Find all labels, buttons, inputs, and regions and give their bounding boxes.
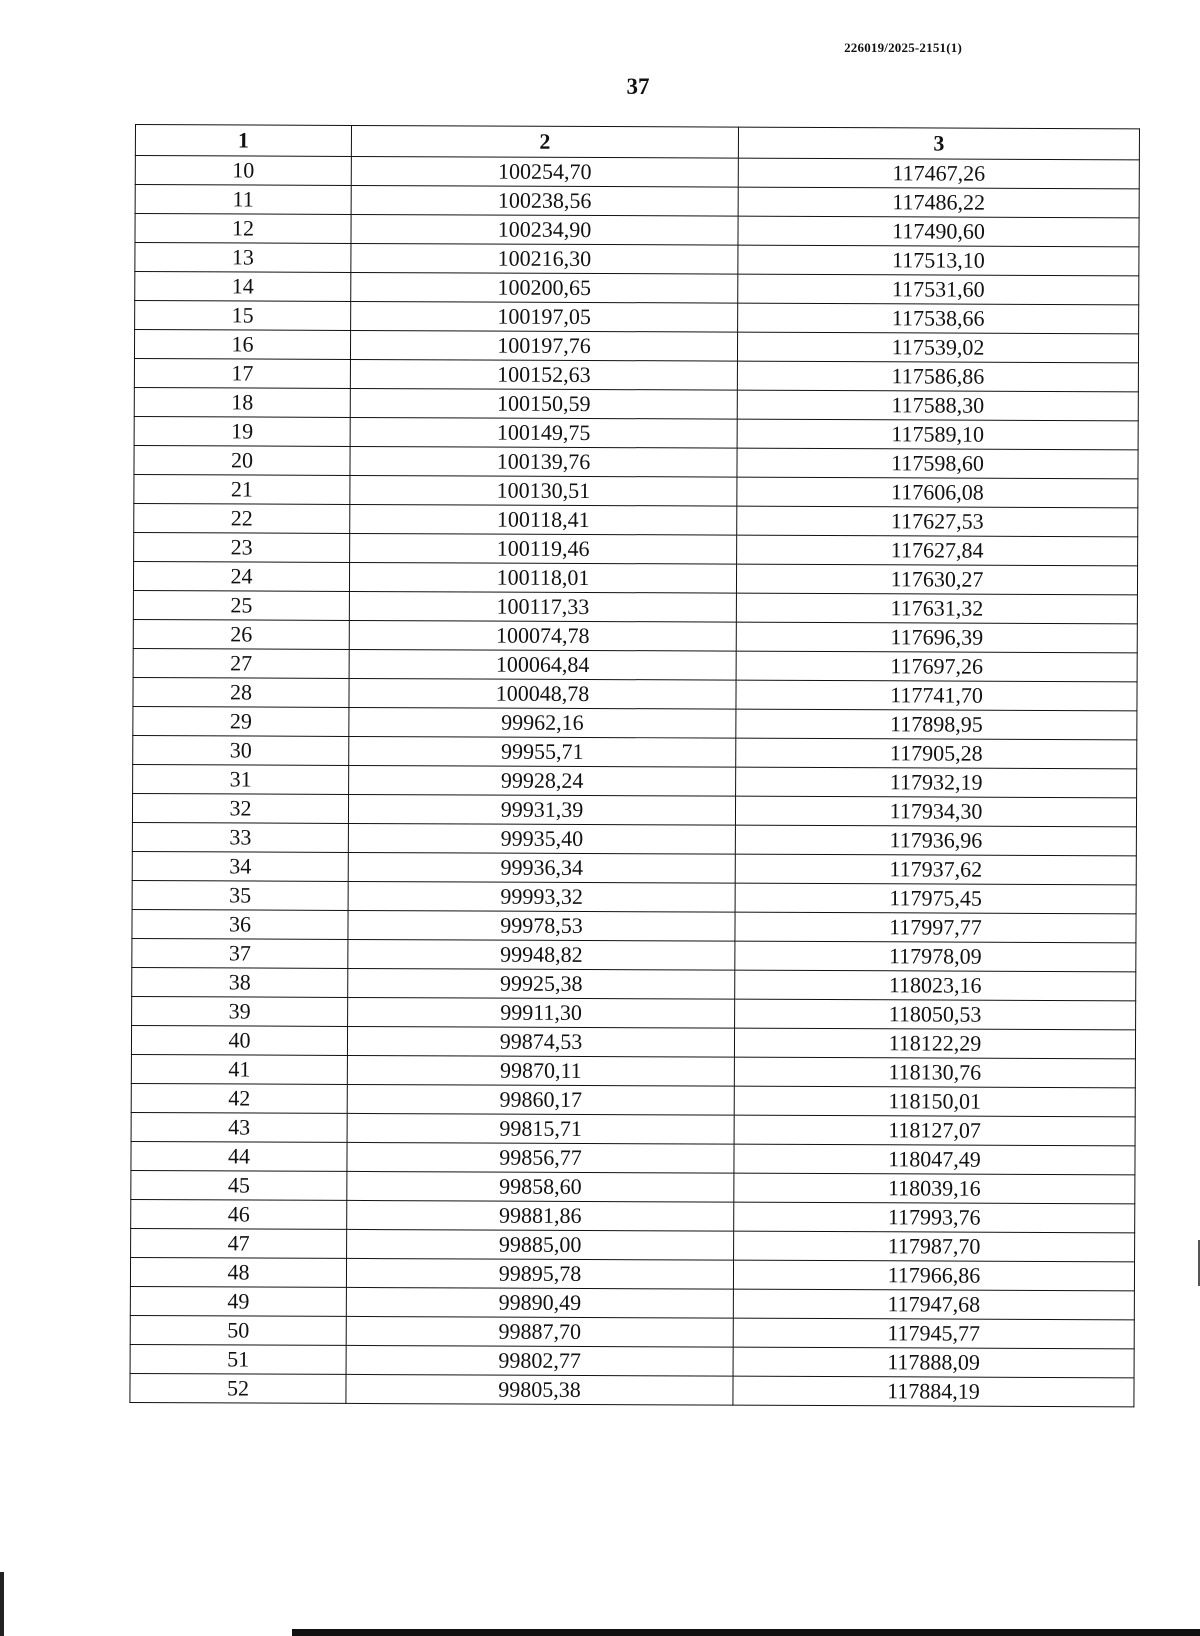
coordinates-table: [129, 124, 1140, 1407]
table-cell-col-3: 117588,30: [737, 390, 1138, 421]
table-cell-col-3: 117606,08: [737, 477, 1138, 508]
table-cell-col-1: 41: [131, 1054, 347, 1084]
table-cell-col-2: 100254,70: [351, 156, 738, 187]
table-row: [131, 1199, 1135, 1232]
table-cell-col-2: 99895,78: [346, 1258, 733, 1289]
table-row: [134, 330, 1138, 363]
table-cell-col-2: 100197,76: [350, 330, 737, 361]
table-cell-col-3: 117589,10: [737, 419, 1138, 450]
table-cell-col-3: 117531,60: [738, 274, 1139, 305]
table-cell-col-3: 117997,77: [735, 912, 1136, 943]
table-cell-col-1: 18: [134, 387, 350, 417]
table-cell-col-1: 28: [133, 677, 349, 707]
table-row: [131, 1083, 1135, 1116]
table-header-row: [135, 125, 1139, 160]
table-cell-col-2: 100234,90: [351, 214, 738, 245]
table-cell-col-3: 117945,77: [733, 1318, 1134, 1349]
table-cell-col-3: 117539,02: [737, 332, 1138, 363]
document-reference-number: 226019/2025-2151(1): [844, 40, 962, 55]
column-header-3: 3: [738, 127, 1139, 160]
table-cell-col-1: 51: [130, 1344, 346, 1374]
table-row: [131, 1112, 1135, 1145]
table-cell-col-2: 100064,84: [349, 649, 736, 680]
table-row: [130, 1286, 1134, 1319]
table-row: [131, 1141, 1135, 1174]
table-cell-col-3: 117631,32: [736, 593, 1137, 624]
table-cell-col-2: 99870,11: [347, 1055, 734, 1086]
table-cell-col-3: 117947,68: [733, 1289, 1134, 1320]
table-row: [135, 185, 1139, 218]
scan-bottom-bar: [292, 1629, 1200, 1636]
table-cell-col-2: 100200,65: [351, 272, 738, 303]
table-cell-col-2: 99955,71: [349, 736, 736, 767]
table-cell-col-2: 100074,78: [349, 620, 736, 651]
table-cell-col-2: 100216,30: [351, 243, 738, 274]
table-cell-col-1: 39: [132, 996, 348, 1026]
table-row: [131, 1025, 1135, 1058]
table-row: [134, 445, 1138, 478]
table-cell-col-2: 99936,34: [348, 852, 735, 883]
table-cell-col-1: 33: [132, 822, 348, 852]
table-row: [135, 301, 1139, 334]
table-cell-col-3: 118023,16: [735, 970, 1136, 1001]
table-row: [130, 1315, 1134, 1348]
table-cell-col-3: 117936,96: [735, 825, 1136, 856]
table-cell-col-1: 15: [135, 301, 351, 331]
table-cell-col-1: 10: [135, 156, 351, 186]
table-cell-col-2: 99962,16: [349, 707, 736, 738]
table-row: [134, 358, 1138, 391]
table-row: [132, 938, 1136, 971]
table-cell-col-1: 30: [133, 735, 349, 765]
table-cell-col-1: 22: [134, 503, 350, 533]
table-row: [131, 1228, 1135, 1261]
table-cell-col-3: 117697,26: [736, 651, 1137, 682]
table-row: [133, 706, 1137, 739]
table-cell-col-1: 35: [132, 880, 348, 910]
table-cell-col-1: 40: [131, 1025, 347, 1055]
table-cell-col-3: 118150,01: [734, 1086, 1135, 1117]
table-cell-col-3: 118122,29: [734, 1028, 1135, 1059]
table-cell-col-3: 117934,30: [735, 796, 1136, 827]
table-row: [132, 909, 1136, 942]
table-row: [135, 243, 1139, 276]
table-row: [135, 272, 1139, 305]
table-cell-col-1: 44: [131, 1141, 347, 1171]
table-cell-col-2: 100118,41: [350, 504, 737, 535]
table-cell-col-3: 117888,09: [733, 1347, 1134, 1378]
table-cell-col-2: 99911,30: [348, 997, 735, 1028]
table-cell-col-3: 117513,10: [738, 245, 1139, 276]
table-cell-col-2: 99858,60: [347, 1171, 734, 1202]
table-row: [133, 735, 1137, 768]
table-cell-col-3: 117937,62: [735, 854, 1136, 885]
table-cell-col-1: 26: [133, 619, 349, 649]
table-cell-col-2: 99881,86: [347, 1200, 734, 1231]
table-row: [130, 1373, 1134, 1406]
table-cell-col-2: 100152,63: [350, 359, 737, 390]
table-row: [134, 532, 1138, 565]
table-cell-col-2: 100130,51: [350, 475, 737, 506]
table-row: [132, 793, 1136, 826]
table-cell-col-1: 17: [134, 358, 350, 388]
table-cell-col-3: 117486,22: [738, 187, 1139, 218]
table-cell-col-2: 100117,33: [349, 591, 736, 622]
table-cell-col-3: 117538,66: [738, 303, 1139, 334]
table-cell-col-1: 14: [135, 272, 351, 302]
table-cell-col-3: 117975,45: [735, 883, 1136, 914]
table-cell-col-1: 37: [132, 938, 348, 968]
table-cell-col-1: 31: [133, 764, 349, 794]
table-cell-col-2: 99978,53: [348, 910, 735, 941]
table-cell-col-1: 23: [134, 532, 350, 562]
table-cell-col-1: 25: [133, 590, 349, 620]
table-cell-col-2: 99802,77: [346, 1345, 733, 1376]
table-row: [134, 503, 1138, 536]
column-header-2: 2: [351, 125, 738, 158]
table-row: [133, 764, 1137, 797]
table-cell-col-3: 117741,70: [736, 680, 1137, 711]
table-cell-col-1: 47: [131, 1228, 347, 1258]
table-cell-col-3: 118039,16: [734, 1173, 1135, 1204]
table-cell-col-1: 42: [131, 1083, 347, 1113]
table-cell-col-2: 99856,77: [347, 1142, 734, 1173]
table-cell-col-1: 32: [132, 793, 348, 823]
table-cell-col-1: 52: [130, 1373, 346, 1403]
table-row: [135, 214, 1139, 247]
table-cell-col-3: 118127,07: [734, 1115, 1135, 1146]
table-cell-col-3: 117978,09: [735, 941, 1136, 972]
table-cell-col-3: 117884,19: [733, 1376, 1134, 1407]
table-cell-col-2: 100238,56: [351, 185, 738, 216]
table-cell-col-2: 100048,78: [349, 678, 736, 709]
table-cell-col-1: 11: [135, 185, 351, 215]
table-cell-col-1: 16: [134, 330, 350, 360]
table-cell-col-1: 20: [134, 445, 350, 475]
table-row: [130, 1344, 1134, 1377]
table-cell-col-1: 43: [131, 1112, 347, 1142]
table-cell-col-1: 48: [130, 1257, 346, 1287]
table-row: [130, 1257, 1134, 1290]
table-cell-col-1: 12: [135, 214, 351, 244]
table-cell-col-3: 117993,76: [734, 1202, 1135, 1233]
table-row: [133, 590, 1137, 623]
table-cell-col-3: 117905,28: [736, 738, 1137, 769]
table-cell-col-2: 99948,82: [348, 939, 735, 970]
table-cell-col-2: 100118,01: [349, 562, 736, 593]
table-body: [130, 156, 1139, 1407]
table-row: [134, 416, 1138, 449]
table-cell-col-3: 117627,84: [737, 535, 1138, 566]
table-cell-col-2: 100119,46: [350, 533, 737, 564]
table-cell-col-2: 100139,76: [350, 446, 737, 477]
table-cell-col-2: 100150,59: [350, 388, 737, 419]
page-number: 37: [626, 74, 650, 99]
table-cell-col-3: 118050,53: [735, 999, 1136, 1030]
table-row: [132, 967, 1136, 1000]
table-row: [133, 561, 1137, 594]
table-row: [135, 156, 1139, 189]
table-row: [133, 619, 1137, 652]
table-row: [132, 880, 1136, 913]
table-row: [132, 996, 1136, 1029]
table-cell-col-3: 117966,86: [733, 1260, 1134, 1291]
table-cell-col-1: 49: [130, 1286, 346, 1316]
table-cell-col-1: 34: [132, 851, 348, 881]
table-row: [132, 822, 1136, 855]
table-row: [131, 1170, 1135, 1203]
table-cell-col-2: 99931,39: [348, 794, 735, 825]
table-cell-col-1: 24: [133, 561, 349, 591]
table-cell-col-2: 99887,70: [346, 1316, 733, 1347]
table-cell-col-1: 29: [133, 706, 349, 736]
table-cell-col-3: 117467,26: [738, 158, 1139, 189]
table-row: [133, 648, 1137, 681]
table-cell-col-1: 19: [134, 416, 350, 446]
table-row: [133, 677, 1137, 710]
table-cell-col-2: 99925,38: [348, 968, 735, 999]
table-cell-col-3: 117490,60: [738, 216, 1139, 247]
table-cell-col-3: 117696,39: [736, 622, 1137, 653]
table-cell-col-2: 99885,00: [347, 1229, 734, 1260]
table-cell-col-3: 118047,49: [734, 1144, 1135, 1175]
table-cell-col-1: 45: [131, 1170, 347, 1200]
table-cell-col-3: 117630,27: [736, 564, 1137, 595]
table-cell-col-2: 99815,71: [347, 1113, 734, 1144]
table-cell-col-2: 99874,53: [347, 1026, 734, 1057]
table-cell-col-2: 99935,40: [348, 823, 735, 854]
table-cell-col-3: 117932,19: [736, 767, 1137, 798]
table-row: [134, 474, 1138, 507]
table-cell-col-1: 46: [131, 1199, 347, 1229]
table-cell-col-1: 13: [135, 243, 351, 273]
table-cell-col-2: 99860,17: [347, 1084, 734, 1115]
table-row: [131, 1054, 1135, 1087]
table-cell-col-2: 99928,24: [349, 765, 736, 796]
table-cell-col-1: 27: [133, 648, 349, 678]
table-cell-col-1: 36: [132, 909, 348, 939]
table-cell-col-2: 99993,32: [348, 881, 735, 912]
table-cell-col-2: 100197,05: [351, 301, 738, 332]
column-header-1: 1: [135, 125, 351, 157]
table-cell-col-3: 117898,95: [736, 709, 1137, 740]
table-cell-col-2: 100149,75: [350, 417, 737, 448]
table-cell-col-1: 21: [134, 474, 350, 504]
table-cell-col-3: 118130,76: [734, 1057, 1135, 1088]
table-cell-col-3: 117987,70: [734, 1231, 1135, 1262]
table-cell-col-3: 117627,53: [737, 506, 1138, 537]
table-cell-col-3: 117598,60: [737, 448, 1138, 479]
table-row: [134, 387, 1138, 420]
table-cell-col-2: 99805,38: [346, 1374, 733, 1405]
table-cell-col-1: 50: [130, 1315, 346, 1345]
table-cell-col-2: 99890,49: [346, 1287, 733, 1318]
table-cell-col-1: 38: [132, 967, 348, 997]
table-cell-col-3: 117586,86: [737, 361, 1138, 392]
table-row: [132, 851, 1136, 884]
scan-edge-mark-left: [0, 1572, 4, 1636]
